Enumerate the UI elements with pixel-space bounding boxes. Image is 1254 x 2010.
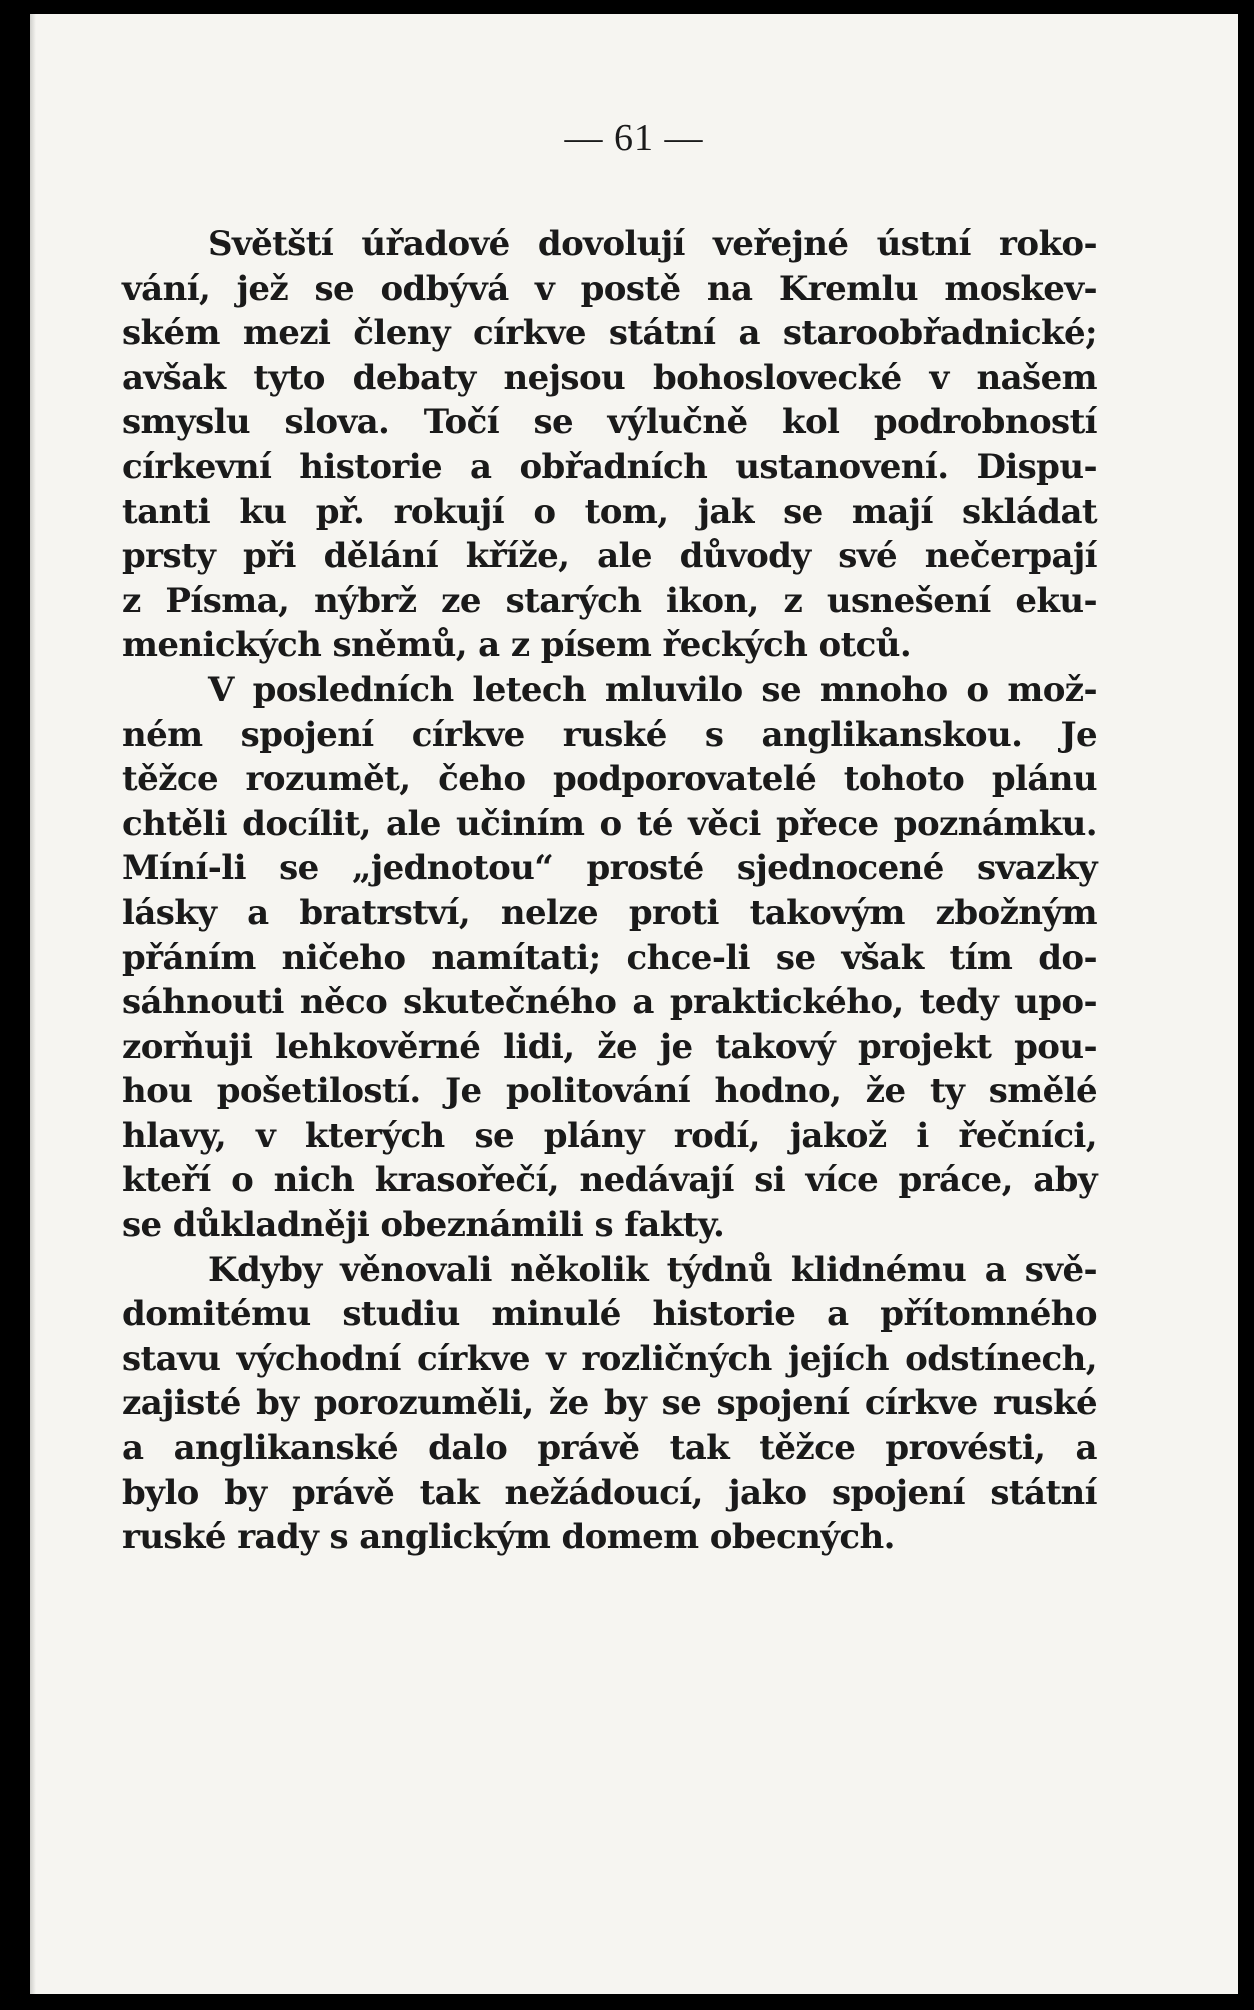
text-line: smyslu slova. Točí se výlučně kol podrobností	[122, 402, 1097, 443]
text-line: hou pošetilostí. Je politování hodno, že ty smělé	[122, 1071, 1097, 1112]
text-line: Světští úřadové dovolují veřejné ústní roko-	[208, 224, 1097, 264]
text-line: chtěli docílit, ale učiním o té věci přece poznámku.	[122, 803, 1097, 844]
text-line: lásky a bratrství, nelze proti takovým zbožným	[122, 892, 1097, 933]
text-line: vání, jež se odbývá v postě na Kremlu moskev-	[122, 268, 1097, 309]
text-line: Kdyby věnovali několik týdnů klidnému a svě-	[208, 1249, 1097, 1290]
text-line: ském mezi členy církve státní a staroobřadnické;	[122, 313, 1097, 354]
text-line: sáhnouti něco skutečného a praktického, tedy upo-	[122, 982, 1097, 1023]
text-line: avšak tyto debaty nejsou bohoslovecké v našem	[122, 357, 1097, 398]
text-line: z Písma, nýbrž ze starých ikon, z usnešení eku-	[122, 580, 1097, 621]
page-number: — 61 —	[564, 117, 704, 159]
text-line: bylo by právě tak nežádoucí, jako spojení státní	[122, 1472, 1097, 1513]
paragraph-3	[122, 1248, 1097, 1560]
paragraph-1	[122, 222, 1097, 668]
text-line: V posledních letech mluvilo se mnoho o mož-	[208, 669, 1097, 710]
body-text	[122, 222, 1097, 1560]
text-line: menických sněmů, a z písem řeckých otců.	[122, 625, 912, 666]
text-line: ruské rady s anglickým domem obecných.	[122, 1517, 895, 1558]
text-line: zajisté by porozuměli, že by se spojení církve ruské	[122, 1383, 1097, 1424]
text-line: stavu východní církve v rozličných jejích odstínech,	[122, 1338, 1097, 1379]
page-edge-shadow	[30, 14, 36, 1994]
text-line: hlavy, v kterých se plány rodí, jakož i řečníci,	[122, 1115, 1097, 1156]
text-line: Míní-li se „jednotou“ prosté sjednocené svazky	[122, 848, 1097, 889]
text-line: ném spojení církve ruské s anglikanskou. Je	[122, 714, 1097, 755]
text-line: prsty při dělání kříže, ale důvody své nečerpají	[122, 536, 1097, 577]
book-page	[30, 14, 1238, 1994]
text-line: kteří o nich krasořečí, nedávají si více práce, aby	[122, 1160, 1097, 1201]
paragraph-2	[122, 668, 1097, 1248]
text-line: církevní historie a obřadních ustanovení. Dispu-	[122, 446, 1097, 487]
text-line: a anglikanské dalo právě tak těžce provésti, a	[122, 1428, 1097, 1469]
text-line: tanti ku př. rokují o tom, jak se mají skládat	[122, 491, 1097, 532]
text-line: těžce rozumět, čeho podporovatelé tohoto plánu	[122, 759, 1097, 800]
text-line: se důkladněji obeznámili s fakty.	[122, 1205, 725, 1246]
text-line: přáním ničeho namítati; chce-li se však tím do-	[122, 937, 1097, 978]
text-line: domitému studiu minulé historie a přítomného	[122, 1294, 1097, 1335]
text-line: zorňuji lehkověrné lidi, že je takový projekt pou-	[122, 1026, 1097, 1067]
